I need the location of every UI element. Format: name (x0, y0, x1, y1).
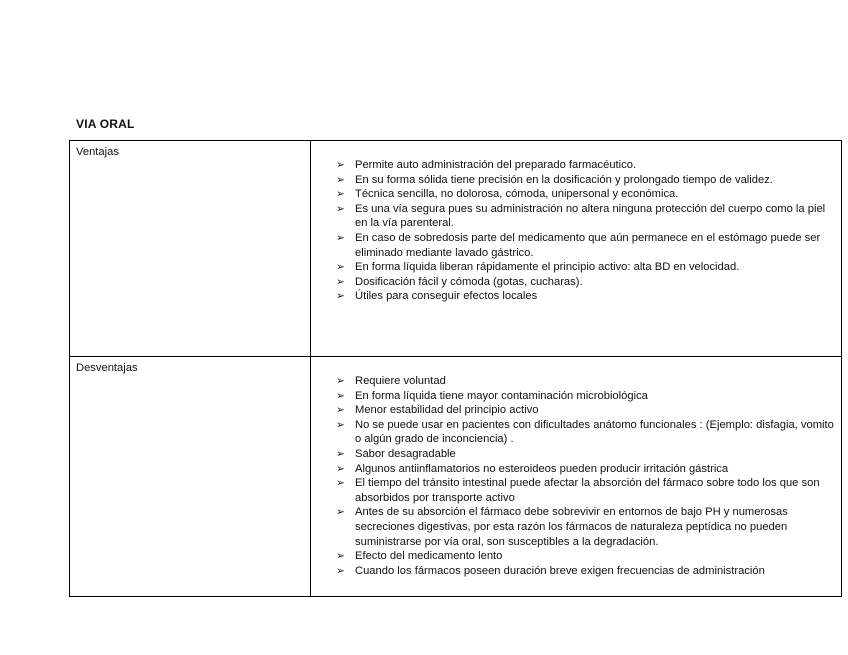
ventajas-list (335, 158, 837, 304)
desventajas-item: ➢ En forma líquida tiene mayor contaminación microbiológica (335, 389, 837, 404)
via-oral-table (69, 140, 842, 597)
desventajas-item: ➢ Algunos antiinflamatorios no esteroideos pueden producir irritación gástrica (335, 462, 837, 477)
desventajas-content (311, 357, 842, 597)
ventajas-row (70, 141, 842, 357)
desventajas-item: ➢ El tiempo del tránsito intestinal puede afectar la absorción del fármaco sobre todo los que son absorbidos por transporte activo (335, 476, 837, 505)
desventajas-item: ➢ Antes de su absorción el fármaco debe sobrevivir en entornos de bajo PH y numerosas secreciones digestivas, por esta razón los fármacos de naturaleza peptídica no pueden suministrarse por vía oral, son susceptibles a la degradación. (335, 505, 837, 549)
ventajas-label: Ventajas (70, 141, 311, 357)
ventajas-item: ➢ Dosificación fácil y cómoda (gotas, cucharas). (335, 275, 837, 290)
section-title: VIA ORAL (76, 117, 135, 131)
desventajas-item: ➢ Requiere voluntad (335, 374, 837, 389)
ventajas-item: ➢ Técnica sencilla, no dolorosa, cómoda, unipersonal y económica. (335, 187, 837, 202)
ventajas-item: ➢ En su forma sólida tiene precisión en la dosificación y prolongado tiempo de validez. (335, 173, 837, 188)
ventajas-item: ➢ En caso de sobredosis parte del medicamento que aún permanece en el estómago puede ser eliminado mediante lavado gástrico. (335, 231, 837, 260)
desventajas-item: ➢ No se puede usar en pacientes con dificultades anátomo funcionales : (Ejemplo: disfagia, vomito o algún grado de inconciencia) . (335, 418, 837, 447)
desventajas-list (335, 374, 837, 578)
ventajas-item: ➢ Permite auto administración del preparado farmacéutico. (335, 158, 837, 173)
desventajas-label: Desventajas (70, 357, 311, 597)
desventajas-item: ➢ Efecto del medicamento lento (335, 549, 837, 564)
ventajas-item: ➢ Útiles para conseguir efectos locales (335, 289, 837, 304)
desventajas-item: ➢ Menor estabilidad del principio activo (335, 403, 837, 418)
desventajas-item: ➢ Sabor desagradable (335, 447, 837, 462)
ventajas-item: ➢ Es una vía segura pues su administración no altera ninguna protección del cuerpo como la piel en la vía parenteral. (335, 202, 837, 231)
ventajas-content (311, 141, 842, 357)
desventajas-item: ➢ Cuando los fármacos poseen duración breve exigen frecuencias de administración (335, 564, 837, 579)
ventajas-item: ➢ En forma líquida liberan rápidamente el principio activo: alta BD en velocidad. (335, 260, 837, 275)
desventajas-row (70, 357, 842, 597)
